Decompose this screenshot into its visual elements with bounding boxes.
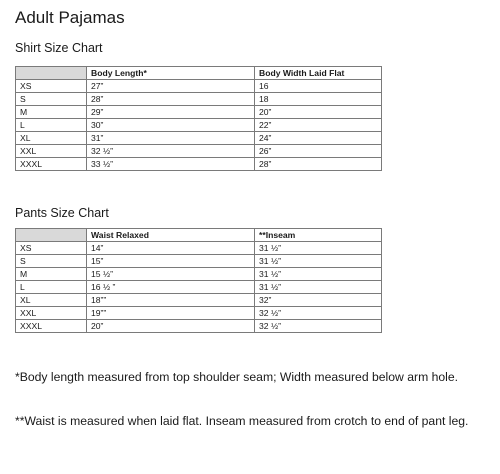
table-row <box>16 119 382 132</box>
size-cell: XXL <box>16 145 87 158</box>
size-cell: L <box>16 119 87 132</box>
body-length-cell: 29” <box>87 106 255 119</box>
inseam-cell: 32” <box>255 294 382 307</box>
inseam-column-header: **Inseam <box>255 229 382 242</box>
waist-cell: 20” <box>87 320 255 333</box>
page-title: Adult Pajamas <box>15 8 125 27</box>
inseam-cell: 31 ½” <box>255 281 382 294</box>
size-cell: XL <box>16 294 87 307</box>
table-row <box>16 106 382 119</box>
waist-cell: 18”” <box>87 294 255 307</box>
body-length-cell: 33 ½” <box>87 158 255 171</box>
size-cell: M <box>16 268 87 281</box>
table-header-row <box>16 67 382 80</box>
shirt-size-table <box>15 66 382 171</box>
size-cell: XL <box>16 132 87 145</box>
waist-cell: 15” <box>87 255 255 268</box>
table-row <box>16 255 382 268</box>
body-width-cell: 16 <box>255 80 382 93</box>
table-row <box>16 268 382 281</box>
table-row <box>16 242 382 255</box>
inseam-cell: 31 ½” <box>255 268 382 281</box>
body-width-cell: 18 <box>255 93 382 106</box>
body-length-column-header: Body Length* <box>87 67 255 80</box>
size-cell: XXXL <box>16 320 87 333</box>
pants-size-table <box>15 228 382 333</box>
table-row <box>16 158 382 171</box>
waist-cell: 15 ½” <box>87 268 255 281</box>
table-row <box>16 93 382 106</box>
size-cell: XXL <box>16 307 87 320</box>
size-cell: M <box>16 106 87 119</box>
table-row <box>16 307 382 320</box>
body-length-cell: 27” <box>87 80 255 93</box>
table-row <box>16 281 382 294</box>
body-length-cell: 32 ½” <box>87 145 255 158</box>
size-cell: XS <box>16 80 87 93</box>
size-column-header <box>16 229 87 242</box>
body-width-cell: 22” <box>255 119 382 132</box>
inseam-cell: 31 ½” <box>255 242 382 255</box>
body-width-cell: 28” <box>255 158 382 171</box>
table-row <box>16 294 382 307</box>
pants-size-chart-heading: Pants Size Chart <box>15 206 109 220</box>
table-row <box>16 145 382 158</box>
size-cell: L <box>16 281 87 294</box>
inseam-cell: 32 ½” <box>255 320 382 333</box>
body-width-cell: 26” <box>255 145 382 158</box>
size-cell: XXXL <box>16 158 87 171</box>
body-width-column-header: Body Width Laid Flat <box>255 67 382 80</box>
waist-relaxed-column-header: Waist Relaxed <box>87 229 255 242</box>
body-length-cell: 28” <box>87 93 255 106</box>
waist-cell: 14” <box>87 242 255 255</box>
shirt-size-chart-heading: Shirt Size Chart <box>15 41 103 55</box>
waist-cell: 19”” <box>87 307 255 320</box>
table-row <box>16 132 382 145</box>
inseam-cell: 32 ½” <box>255 307 382 320</box>
waist-inseam-footnote: **Waist is measured when laid flat. Inseam measured from crotch to end of pant leg. <box>15 414 469 428</box>
size-column-header <box>16 67 87 80</box>
inseam-cell: 31 ½” <box>255 255 382 268</box>
body-length-cell: 31” <box>87 132 255 145</box>
waist-cell: 16 ½ ” <box>87 281 255 294</box>
body-length-cell: 30” <box>87 119 255 132</box>
body-length-footnote: *Body length measured from top shoulder seam; Width measured below arm hole. <box>15 370 459 384</box>
table-row <box>16 80 382 93</box>
body-width-cell: 24” <box>255 132 382 145</box>
size-cell: S <box>16 255 87 268</box>
table-header-row <box>16 229 382 242</box>
body-width-cell: 20” <box>255 106 382 119</box>
size-cell: XS <box>16 242 87 255</box>
size-cell: S <box>16 93 87 106</box>
table-row <box>16 320 382 333</box>
